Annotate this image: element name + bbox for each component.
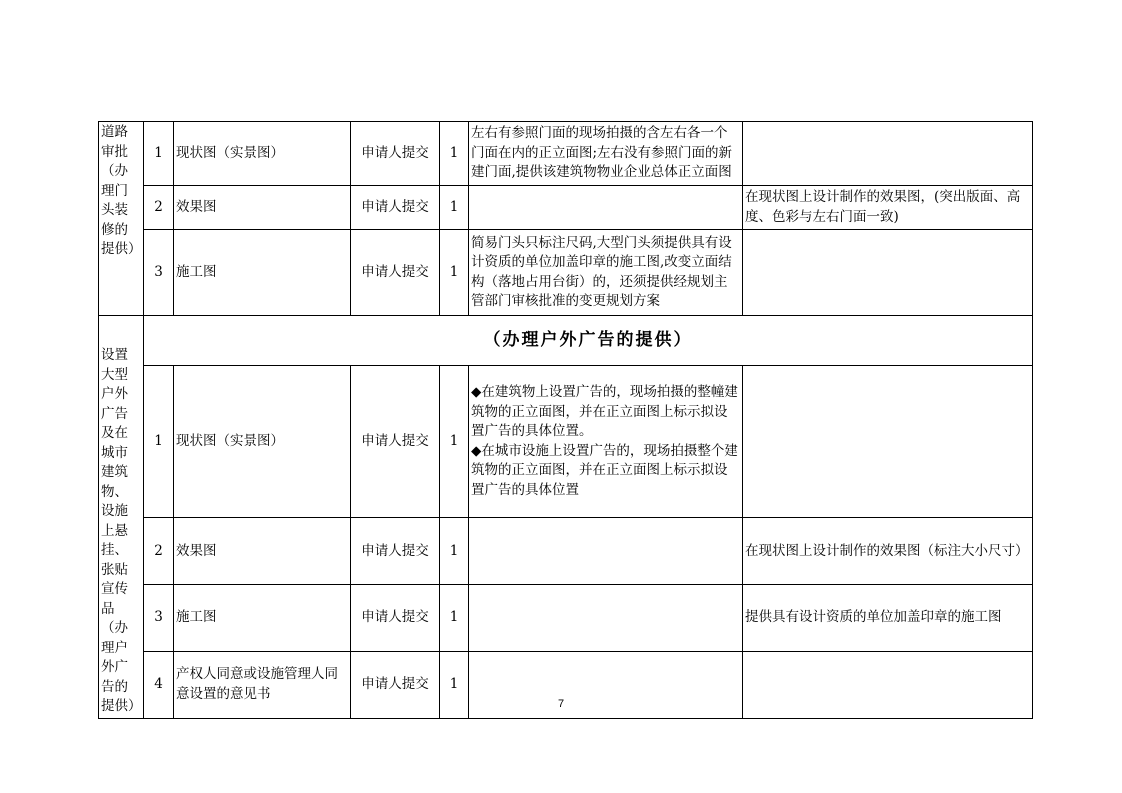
material-source: 申请人提交 (351, 651, 440, 718)
row-number: 2 (144, 186, 174, 230)
material-copies: 1 (440, 186, 469, 230)
material-source: 申请人提交 (351, 230, 440, 316)
material-source: 申请人提交 (351, 585, 440, 652)
material-source: 申请人提交 (351, 366, 440, 518)
material-copies: 1 (440, 585, 469, 652)
material-name: 效果图 (174, 186, 351, 230)
material-requirement: 左右有参照门面的现场拍摄的含左右各一个门面在内的正立面图;左右没有参照门面的新建门面,提供该建筑物物业企业总体正立面图 (469, 122, 743, 186)
material-source: 申请人提交 (351, 186, 440, 230)
section-banner: （办理户外广告的提供） (144, 316, 1033, 366)
material-name: 施工图 (174, 585, 351, 652)
material-note: 提供具有设计资质的单位加盖印章的施工图 (743, 585, 1033, 652)
row-number: 4 (144, 651, 174, 718)
row-number: 3 (144, 585, 174, 652)
row-number: 3 (144, 230, 174, 316)
category-cell: 设置大型户外广告及在城市建筑物、设施上悬挂、张贴宣传品（办理户外广告的提供） (99, 316, 144, 719)
table-row (99, 186, 1033, 230)
material-note (743, 122, 1033, 186)
material-note: 在现状图上设计制作的效果图（标注大小尺寸） (743, 518, 1033, 585)
table-row (99, 585, 1033, 652)
material-source: 申请人提交 (351, 122, 440, 186)
row-number: 1 (144, 122, 174, 186)
material-copies: 1 (440, 518, 469, 585)
material-note: 在现状图上设计制作的效果图，(突出版面、高度、色彩与左右门面一致) (743, 186, 1033, 230)
materials-table (98, 121, 1033, 719)
row-number: 2 (144, 518, 174, 585)
table-row (99, 518, 1033, 585)
material-copies: 1 (440, 122, 469, 186)
material-copies: 1 (440, 651, 469, 718)
material-note (743, 230, 1033, 316)
material-copies: 1 (440, 366, 469, 518)
material-requirement (469, 186, 743, 230)
material-name: 现状图（实景图） (174, 366, 351, 518)
material-name: 效果图 (174, 518, 351, 585)
table-row (99, 366, 1033, 518)
material-note (743, 366, 1033, 518)
table-row (99, 230, 1033, 316)
material-name: 现状图（实景图） (174, 122, 351, 186)
table-row (99, 316, 1033, 366)
material-requirement (469, 585, 743, 652)
material-requirement: 简易门头只标注尺码,大型门头须提供具有设计资质的单位加盖印章的施工图,改变立面结构（落地占用台街）的，还须提供经规划主管部门审核批准的变更规划方案 (469, 230, 743, 316)
material-name: 产权人同意或设施管理人同意设置的意见书 (174, 651, 351, 718)
category-cell: 道路审批（办理门头装修的提供） (99, 122, 144, 316)
material-copies: 1 (440, 230, 469, 316)
material-source: 申请人提交 (351, 518, 440, 585)
row-number: 1 (144, 366, 174, 518)
material-requirement (469, 518, 743, 585)
material-requirement: ◆在建筑物上设置广告的，现场拍摄的整幢建筑物的正立面图，并在正立面图上标示拟设置广告的具体位置。 ◆在城市设施上设置广告的，现场拍摄整个建筑物的正立面图，并在正立面图上标示拟设置广告的具体位置 (469, 366, 743, 518)
table-row (99, 122, 1033, 186)
material-name: 施工图 (174, 230, 351, 316)
page-number: 7 (557, 698, 565, 710)
